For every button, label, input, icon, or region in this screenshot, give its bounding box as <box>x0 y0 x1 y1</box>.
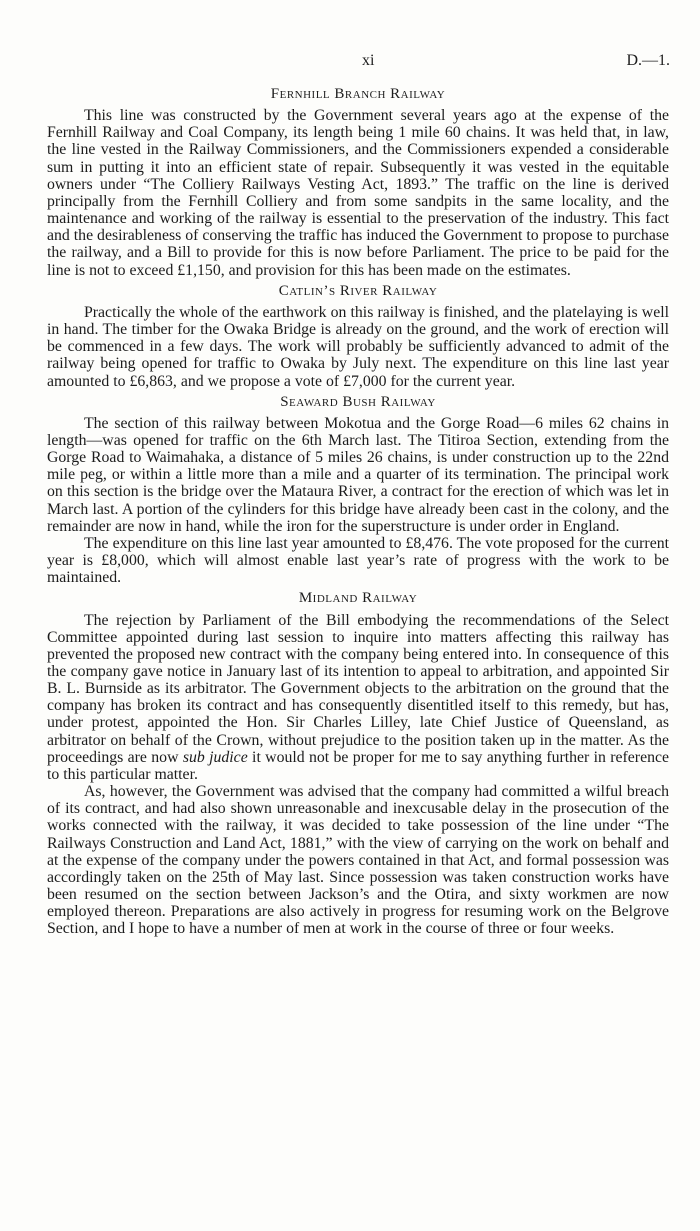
paragraph <box>47 612 669 784</box>
page-header <box>0 52 700 76</box>
paragraph: The section of this railway between Mokotua and the Gorge Road—6 miles 62 chains in length—was opened for traffic on the 6th March last. The Titiroa Section, extending from the Gorge Road to Waimahaka, a distance of 5 miles 26 chains, is under construction up to the 22nd mile peg, or within a little more than a mile and a quarter of its termination. The principal work on this section is the bridge over the Mataura River, a contract for the erection of which was let in March last. A portion of the cylinders for this bridge have already been cast in the colony, and the remainder are now in hand, while the iron for the superstructure is under order in England. <box>47 414 669 535</box>
page-body <box>47 86 669 938</box>
section-heading: Seaward Bush Railway <box>280 393 436 410</box>
section-heading: Midland Railway <box>298 590 418 607</box>
italic-phrase: sub judice <box>182 748 248 766</box>
paragraph: This line was constructed by the Government several years ago at the expense of the Fernhill Railway and Coal Company, its length being 1 mile 60 chains. It was held that, in law, the line vested in the Railway Commissioners, and the Commissioners expended a considerable sum in putting it into an efficient state of repair. Subsequently it was vested in the equitable owners under “The Colliery Railways Vesting Act, 1893.” The traffic on the line is derived principally from the Fernhill Colliery and from some sandpits in the same locality, and the maintenance and working of the railway is essential to the preservation of the industry. This fact and the desirableness of conserving the traffic has induced the Government to propose to purchase the railway, and a Bill to provide for this is now before Parliament. The price to be paid for the line is not to exceed £1,150, and provision for this has been made on the estimates. <box>47 107 669 279</box>
section-fernhill <box>47 86 669 279</box>
paragraph-text: it would not be proper for me to say anything further in reference to this particular matter. <box>47 748 670 783</box>
section-heading: Fernhill Branch Railway <box>270 86 446 102</box>
section-heading: Catlin’s River Railway <box>278 282 438 299</box>
paragraph: As, however, the Government was advised that the company had committed a wilful breach of its contract, and had also shown unreasonable and inexcusable delay in the prosecution of the works connected with the railway, it was decided to take possession of the line under “The Railways Construction and Land Act, 1881,” with the view of carrying on the work on behalf and at the expense of the company under the powers contained in that Act, and formal possession was accordingly taken on the 25th of May last. Since possession was taken construction works have been resumed on the section between Jackson’s and the Otira, and sixty workmen are now employed thereon. Preparations are also actively in progress for resuming work on the Belgrove Section, and I hope to have a number of men at work in the course of three or four weeks. <box>47 783 669 938</box>
page-number: xi <box>362 52 375 69</box>
paragraph: The expenditure on this line last year amounted to £8,476. The vote proposed for the current year is £8,000, which will almost enable last year’s rate of progress with the work to be maintained. <box>47 534 669 587</box>
section-midland <box>47 590 669 937</box>
document-reference: D.—1. <box>626 52 670 69</box>
section-seaward-bush <box>47 394 669 587</box>
paragraph: Practically the whole of the earthwork on this railway is finished, and the platelaying is well in hand. The timber for the Owaka Bridge is already on the ground, and the work of erection will be commenced in a few days. The work will probably be sufficiently advanced to admit of the railway being opened for traffic to Owaka by July next. The expenditure on this line last year amounted to £6,863, and we propose a vote of £7,000 for the current year. <box>47 303 669 390</box>
paragraph-text: The rejection by Parliament of the Bill embodying the recommendations of the Select Committee appointed during last session to inquire into matters affecting this railway has prevented the proposed new contract with the company being entered into. In consequence of this the company gave notice in January last of its intention to appeal to arbitration, and appointed Sir B. L. Burnside as its arbitrator. The Government objects to the arbitration on the ground that the company has broken its contract and has consequently disentitled itself to this remedy, but has, under protest, appointed the Hon. Sir Charles Lilley, late Chief Justice of Queensland, as arbitrator on behalf of the Crown, without prejudice to the position taken up in the matter. As the proceedings are now <box>47 611 669 766</box>
section-catlins-river <box>47 283 669 390</box>
